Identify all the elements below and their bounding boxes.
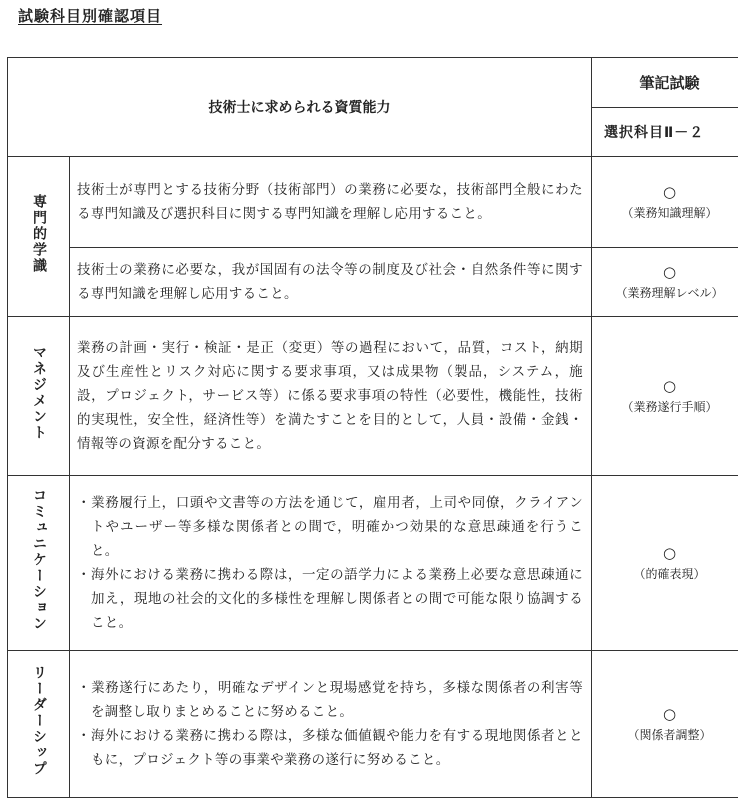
table-row — [8, 248, 738, 317]
circle-mark: ○ — [592, 542, 738, 564]
circle-mark: ○ — [592, 375, 738, 397]
table-row — [8, 157, 738, 248]
header-row — [8, 58, 738, 108]
confirmation-table — [7, 57, 738, 798]
category-cell — [8, 651, 70, 798]
mark-cell — [592, 248, 738, 317]
mark-cell — [592, 157, 738, 248]
description-cell — [70, 476, 592, 651]
mark-note: （的確表現） — [592, 564, 738, 584]
circle-mark: ○ — [592, 181, 738, 203]
mark-note: （業務知識理解） — [592, 203, 738, 223]
mark-note: （関係者調整） — [592, 725, 738, 745]
subject-header: 選択科目Ⅱ－２ — [592, 108, 738, 157]
description-cell: 技術士が専門とする技術分野（技術部門）の業務に必要な，技術部門全般にわたる専門知識及び選択科目に関する専門知識を理解し応用すること。 — [70, 157, 592, 248]
category-label: コミュニケーション — [29, 488, 48, 632]
circle-mark: ○ — [592, 261, 738, 283]
category-label: リーダーシップ — [29, 665, 48, 777]
exam-header: 筆記試験 — [592, 58, 738, 108]
table-row — [8, 317, 738, 476]
bullet-item: ・業務履行上，口頭や文書等の方法を通じて，雇用者，上司や同僚，クライアントやユーザー等多様な関係者との間で，明確かつ効果的な意思疎通を行うこと。 — [77, 491, 583, 563]
competency-header: 技術士に求められる資質能力 — [8, 58, 592, 157]
mark-cell — [592, 317, 738, 476]
category-cell — [8, 317, 70, 476]
bullet-item: ・海外における業務に携わる際は，多様な価値観や能力を有する現地関係者とともに，プロジェクト等の事業や業務の遂行に努めること。 — [77, 724, 583, 772]
category-cell — [8, 476, 70, 651]
circle-mark: ○ — [592, 703, 738, 725]
table-row — [8, 476, 738, 651]
mark-cell — [592, 476, 738, 651]
description-cell: 技術士の業務に必要な，我が国固有の法令等の制度及び社会・自然条件等に関する専門知識を理解し応用すること。 — [70, 248, 592, 317]
mark-cell — [592, 651, 738, 798]
bullet-item: ・海外における業務に携わる際は，一定の語学力による業務上必要な意思疎通に加え，現地の社会的文化的多様性を理解し関係者との間で可能な限り協調すること。 — [77, 563, 583, 635]
page-title: 試験科目別確認項目 — [18, 5, 162, 26]
description-cell — [70, 651, 592, 798]
category-label: 専門的学識 — [29, 194, 48, 274]
mark-note: （業務遂行手順） — [592, 397, 738, 417]
bullet-item: ・業務遂行にあたり，明確なデザインと現場感覚を持ち，多様な関係者の利害等を調整し取りまとめることに努めること。 — [77, 676, 583, 724]
table-row — [8, 651, 738, 798]
category-label: マネジメント — [29, 345, 48, 441]
mark-note: （業務理解レベル） — [592, 283, 738, 303]
category-cell — [8, 157, 70, 317]
description-cell: 業務の計画・実行・検証・是正（変更）等の過程において，品質，コスト，納期及び生産性とリスク対応に関する要求事項，又は成果物（製品，システム，施設，プロジェクト，サービス等）に係る要求事項の特性（必要性，機能性，技術的実現性，安全性，経済性等）を満たすことを目的として，人員・設備・金銭・情報等の資源を配分すること。 — [70, 317, 592, 476]
